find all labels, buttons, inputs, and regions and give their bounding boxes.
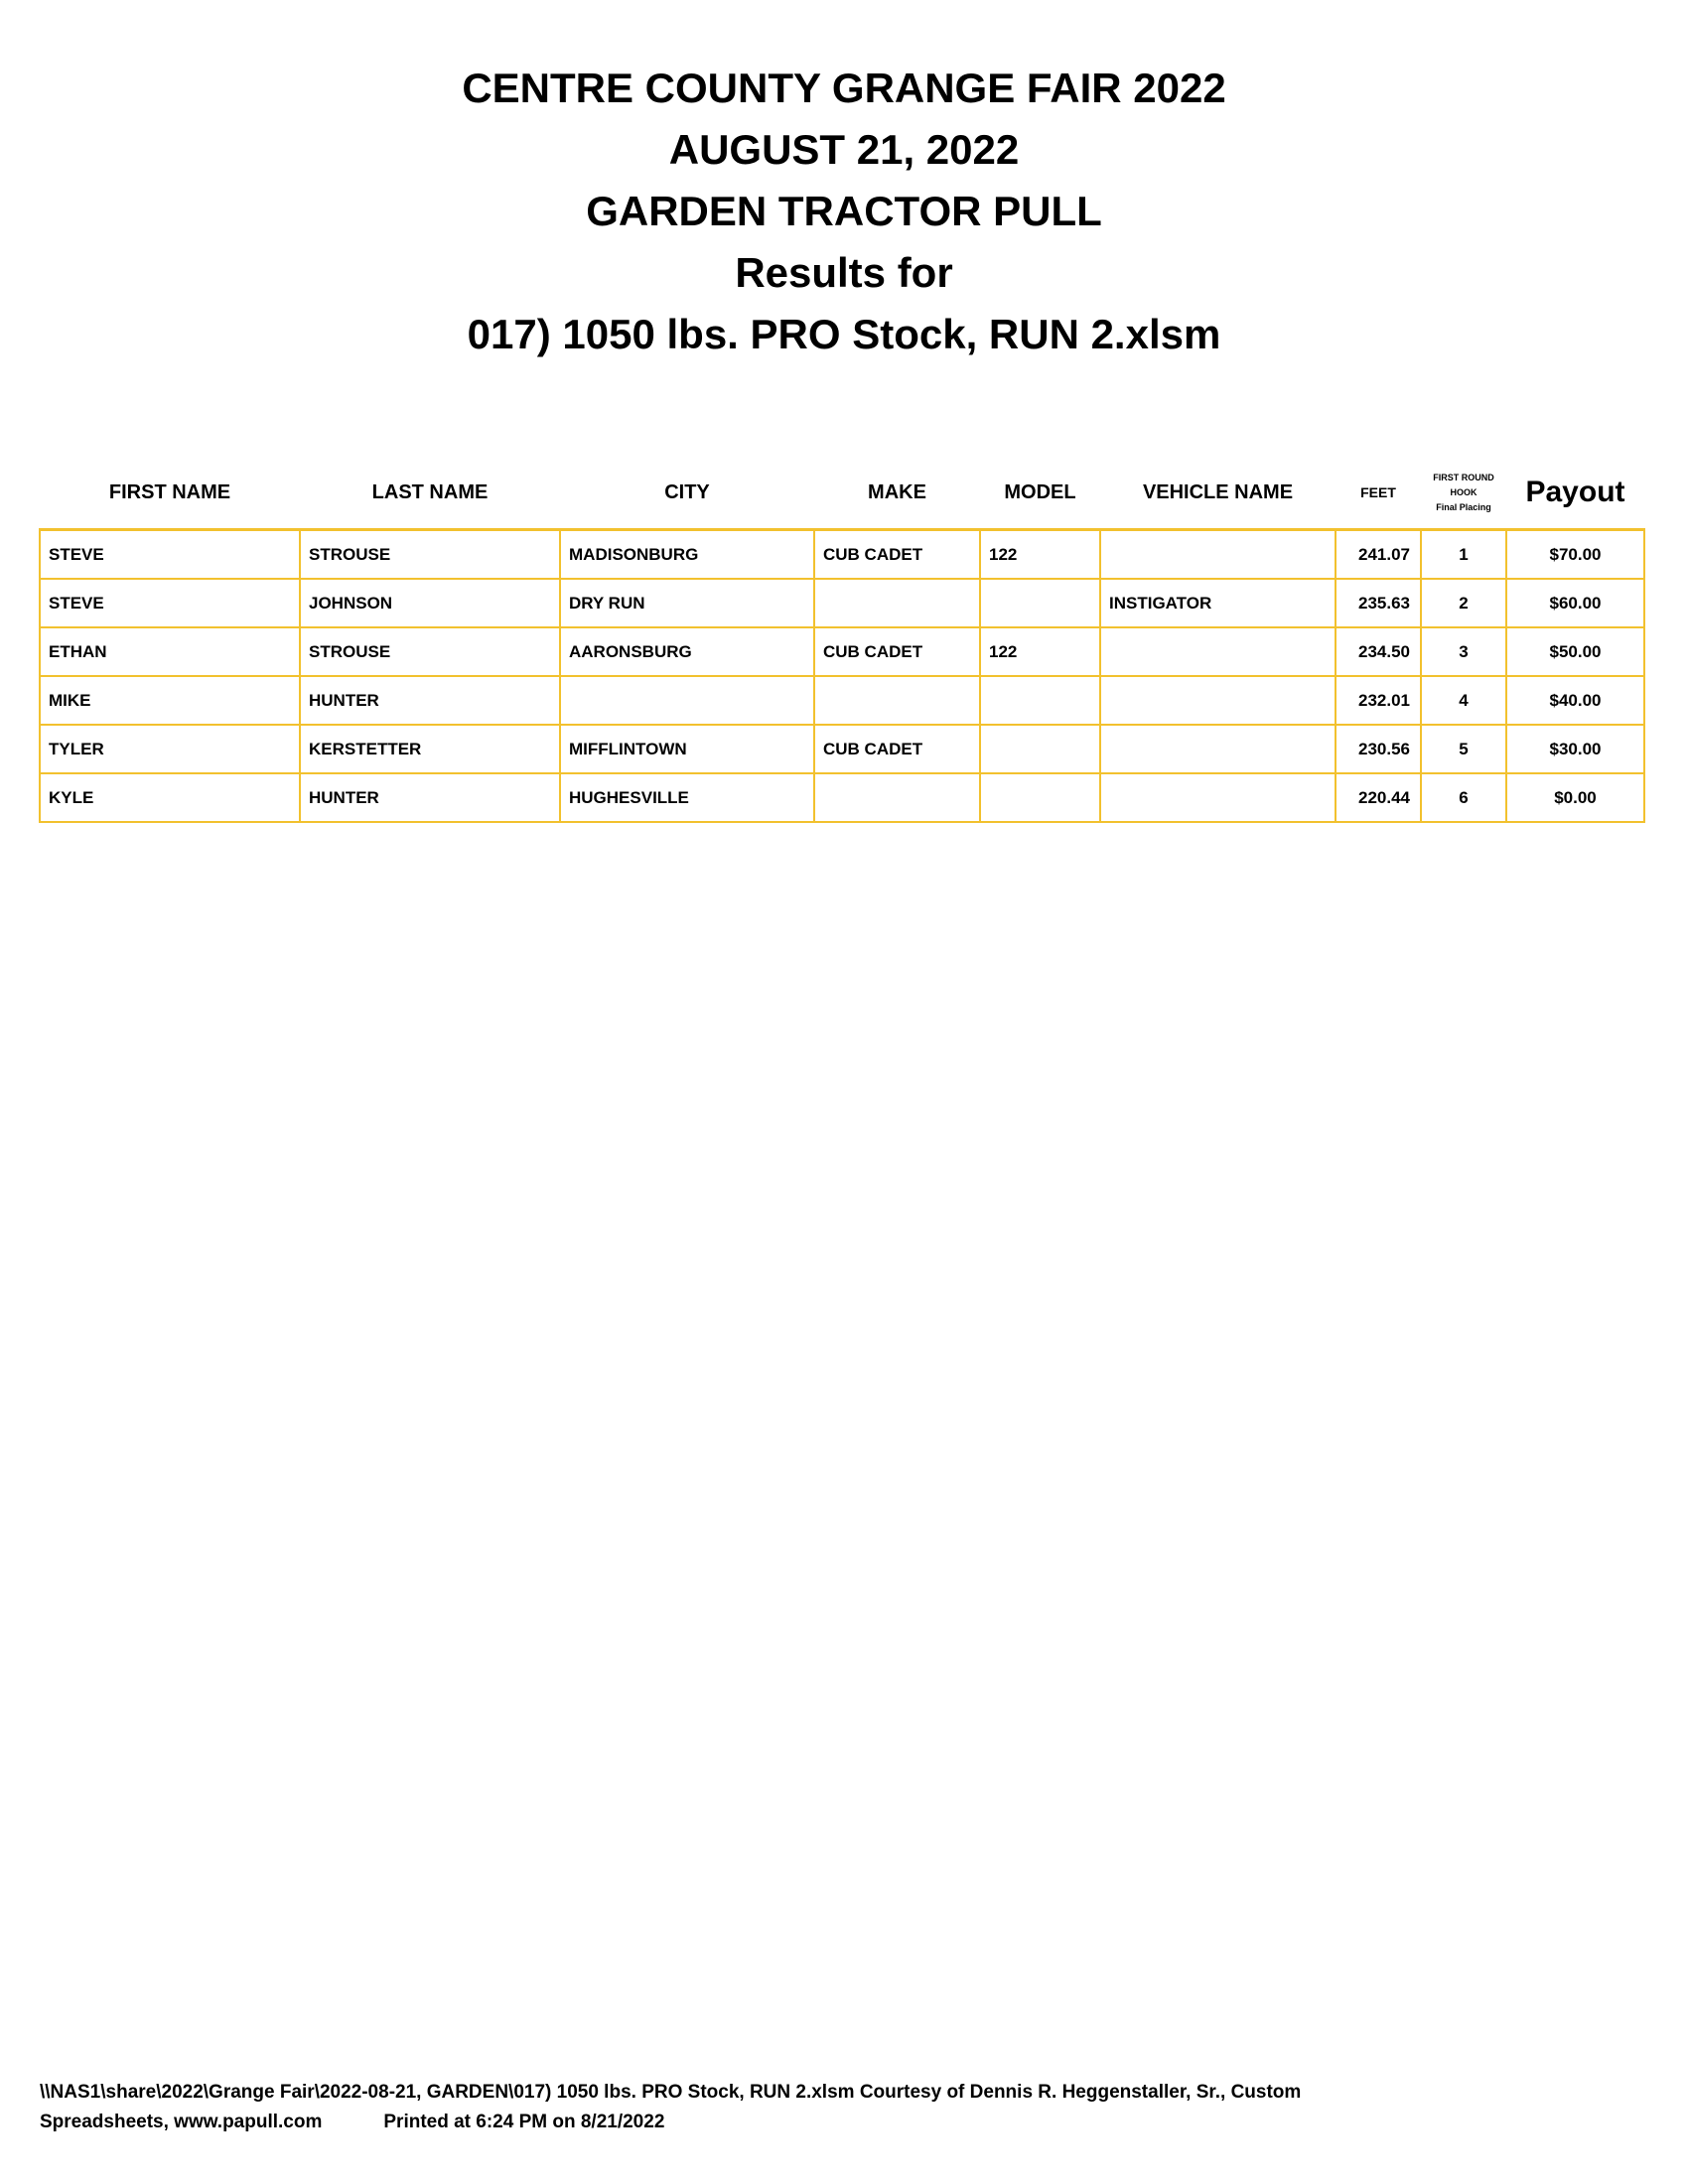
cell-placing: 4 [1421, 676, 1506, 725]
cell-vehicle-name [1100, 530, 1336, 580]
cell-city: MIFFLINTOWN [560, 725, 814, 773]
cell-make [814, 579, 980, 627]
cell-city: HUGHESVILLE [560, 773, 814, 822]
cell-first-name: KYLE [40, 773, 300, 822]
cell-payout: $30.00 [1506, 725, 1644, 773]
cell-model [980, 579, 1100, 627]
cell-last-name: HUNTER [300, 773, 560, 822]
cell-vehicle-name [1100, 773, 1336, 822]
cell-model [980, 676, 1100, 725]
cell-placing: 5 [1421, 725, 1506, 773]
class-title: 017) 1050 lbs. PRO Stock, RUN 2.xlsm [467, 311, 1221, 357]
cell-vehicle-name [1100, 676, 1336, 725]
event-date: AUGUST 21, 2022 [668, 126, 1020, 173]
cell-feet: 232.01 [1336, 676, 1421, 725]
header-placing-line1: FIRST ROUND [1433, 472, 1494, 482]
header-feet: FEET [1360, 484, 1396, 500]
table-header-row [40, 457, 1644, 530]
cell-last-name: KERSTETTER [300, 725, 560, 773]
cell-feet: 234.50 [1336, 627, 1421, 676]
cell-model [980, 725, 1100, 773]
table-row [40, 579, 1644, 627]
cell-model [980, 773, 1100, 822]
cell-make [814, 773, 980, 822]
cell-model: 122 [980, 530, 1100, 580]
cell-feet: 230.56 [1336, 725, 1421, 773]
cell-placing: 1 [1421, 530, 1506, 580]
cell-first-name: ETHAN [40, 627, 300, 676]
cell-vehicle-name [1100, 725, 1336, 773]
results-table [39, 457, 1645, 823]
cell-payout: $50.00 [1506, 627, 1644, 676]
results-label: Results for [735, 249, 953, 296]
header-payout: Payout [1525, 476, 1625, 508]
fair-title: CENTRE COUNTY GRANGE FAIR 2022 [462, 65, 1226, 111]
header-first-name: FIRST NAME [108, 480, 231, 503]
footer-file-path: \\NAS1\share\2022\Grange Fair\2022-08-21, GARDEN\017) 1050 lbs. PRO Stock, RUN 2.xlsm Courtesy of Dennis R. Heggenstaller, Sr., Custom [40, 2082, 1302, 2103]
cell-make: CUB CADET [814, 627, 980, 676]
cell-vehicle-name: INSTIGATOR [1100, 579, 1336, 627]
document-header [0, 58, 1688, 365]
cell-last-name: HUNTER [300, 676, 560, 725]
cell-first-name: MIKE [40, 676, 300, 725]
document-footer [40, 2078, 1609, 2137]
table-row [40, 530, 1644, 580]
cell-model: 122 [980, 627, 1100, 676]
cell-first-name: TYLER [40, 725, 300, 773]
cell-make: CUB CADET [814, 725, 980, 773]
header-placing [1421, 457, 1506, 530]
table-row [40, 773, 1644, 822]
cell-placing: 2 [1421, 579, 1506, 627]
cell-last-name: JOHNSON [300, 579, 560, 627]
cell-feet: 241.07 [1336, 530, 1421, 580]
cell-placing: 3 [1421, 627, 1506, 676]
cell-first-name: STEVE [40, 530, 300, 580]
cell-city: DRY RUN [560, 579, 814, 627]
header-placing-line2: HOOK [1450, 486, 1477, 497]
header-placing-line3: Final Placing [1436, 501, 1491, 512]
cell-city: MADISONBURG [560, 530, 814, 580]
cell-payout: $60.00 [1506, 579, 1644, 627]
header-last-name: LAST NAME [371, 480, 489, 503]
footer-credit: Spreadsheets, www.papull.com [40, 2112, 323, 2132]
header-model: MODEL [1004, 480, 1076, 503]
cell-payout: $40.00 [1506, 676, 1644, 725]
cell-city [560, 676, 814, 725]
cell-last-name: STROUSE [300, 627, 560, 676]
header-vehicle-name: VEHICLE NAME [1142, 480, 1294, 503]
header-city: CITY [664, 480, 710, 503]
cell-payout: $70.00 [1506, 530, 1644, 580]
cell-first-name: STEVE [40, 579, 300, 627]
footer-printed-timestamp: Printed at 6:24 PM on 8/21/2022 [383, 2112, 665, 2132]
cell-make [814, 676, 980, 725]
cell-feet: 220.44 [1336, 773, 1421, 822]
cell-payout: $0.00 [1506, 773, 1644, 822]
cell-last-name: STROUSE [300, 530, 560, 580]
cell-make: CUB CADET [814, 530, 980, 580]
table-row [40, 627, 1644, 676]
table-row [40, 676, 1644, 725]
footer-second-line [40, 2108, 1609, 2137]
cell-vehicle-name [1100, 627, 1336, 676]
table-row [40, 725, 1644, 773]
header-make: MAKE [868, 480, 926, 503]
event-name: GARDEN TRACTOR PULL [586, 188, 1102, 234]
cell-city: AARONSBURG [560, 627, 814, 676]
cell-feet: 235.63 [1336, 579, 1421, 627]
cell-placing: 6 [1421, 773, 1506, 822]
